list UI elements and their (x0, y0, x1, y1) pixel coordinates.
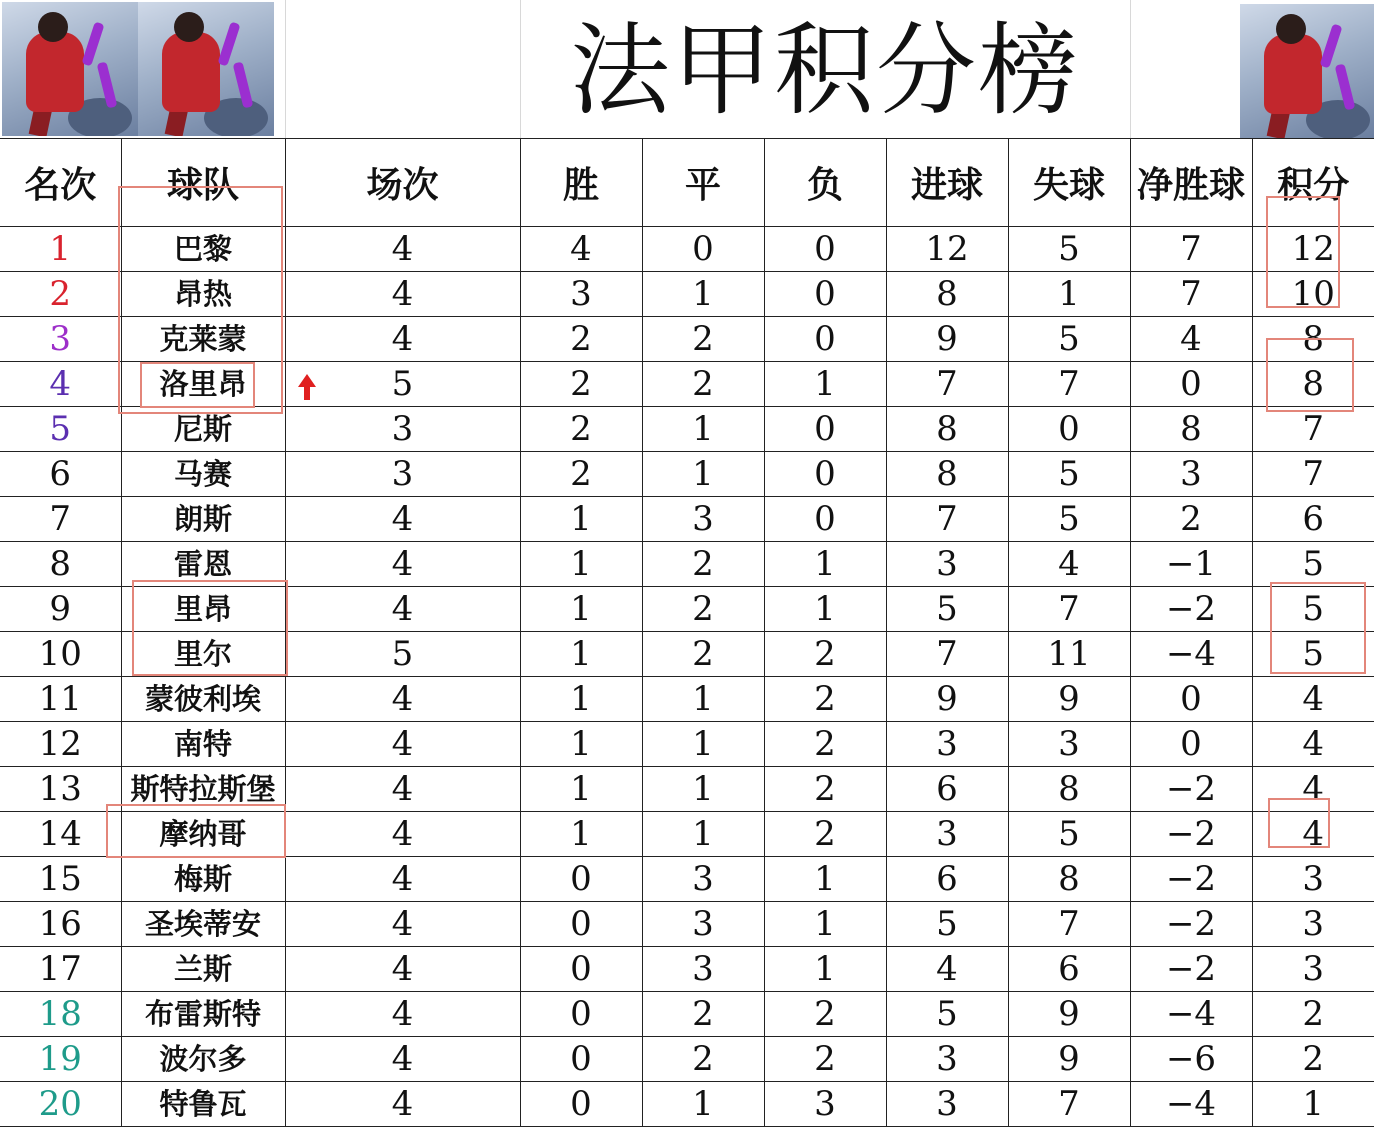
grid-divider (285, 0, 286, 138)
won-cell: 0 (520, 902, 642, 947)
goals-against-cell: 11 (1008, 632, 1130, 677)
title-band (0, 0, 1374, 138)
lost-cell: 1 (764, 587, 886, 632)
team-name: 朗斯 (121, 497, 285, 542)
won-cell: 1 (520, 632, 642, 677)
played-cell: 4 (285, 542, 520, 587)
goals-against-cell: 8 (1008, 767, 1130, 812)
drawn-cell: 1 (642, 677, 764, 722)
team-name: 蒙彼利埃 (121, 677, 285, 722)
drawn-cell: 2 (642, 1037, 764, 1082)
goal-difference-cell: −6 (1130, 1037, 1252, 1082)
rank-cell: 9 (0, 587, 121, 632)
goals-for-cell: 8 (886, 452, 1008, 497)
goals-for-cell: 9 (886, 317, 1008, 362)
team-name: 波尔多 (121, 1037, 285, 1082)
goals-for-cell: 5 (886, 902, 1008, 947)
points-cell: 5 (1252, 542, 1374, 587)
drawn-cell: 2 (642, 632, 764, 677)
rank-cell: 19 (0, 1037, 121, 1082)
goal-difference-cell: 0 (1130, 362, 1252, 407)
lost-cell: 2 (764, 722, 886, 767)
won-cell: 0 (520, 1082, 642, 1127)
played-cell: 5 (285, 362, 520, 407)
team-name: 斯特拉斯堡 (121, 767, 285, 812)
lost-cell: 2 (764, 767, 886, 812)
points-cell: 4 (1252, 812, 1374, 857)
rank-cell: 13 (0, 767, 121, 812)
points-cell: 6 (1252, 497, 1374, 542)
player-illustration (2, 2, 138, 136)
points-cell: 2 (1252, 1037, 1374, 1082)
table-row (0, 452, 1374, 497)
won-cell: 0 (520, 947, 642, 992)
goals-for-cell: 8 (886, 272, 1008, 317)
won-cell: 0 (520, 857, 642, 902)
up-arrow-icon (298, 374, 316, 400)
goal-difference-cell: 8 (1130, 407, 1252, 452)
team-name: 布雷斯特 (121, 992, 285, 1037)
table-row (0, 587, 1374, 632)
won-cell: 2 (520, 452, 642, 497)
points-cell: 5 (1252, 587, 1374, 632)
won-cell: 4 (520, 227, 642, 272)
goals-against-cell: 7 (1008, 362, 1130, 407)
team-name: 昂热 (121, 272, 285, 317)
table-row (0, 677, 1374, 722)
rank-cell: 10 (0, 632, 121, 677)
drawn-cell: 2 (642, 542, 764, 587)
points-cell: 7 (1252, 452, 1374, 497)
goal-difference-cell: 2 (1130, 497, 1252, 542)
lost-cell: 1 (764, 857, 886, 902)
played-cell: 4 (285, 812, 520, 857)
table-row (0, 1037, 1374, 1082)
drawn-cell: 1 (642, 767, 764, 812)
standings-body (0, 227, 1374, 1127)
rank-cell: 12 (0, 722, 121, 767)
table-row (0, 722, 1374, 767)
lost-cell: 0 (764, 407, 886, 452)
rank-cell: 20 (0, 1082, 121, 1127)
team-name: 兰斯 (121, 947, 285, 992)
header-points: 积分 (1252, 139, 1374, 227)
played-cell: 4 (285, 1037, 520, 1082)
header-team: 球队 (121, 139, 285, 227)
goals-for-cell: 6 (886, 857, 1008, 902)
points-cell: 3 (1252, 902, 1374, 947)
lost-cell: 0 (764, 272, 886, 317)
drawn-cell: 3 (642, 902, 764, 947)
goals-against-cell: 5 (1008, 452, 1130, 497)
goals-against-cell: 7 (1008, 902, 1130, 947)
goals-for-cell: 12 (886, 227, 1008, 272)
played-cell: 4 (285, 677, 520, 722)
page-title: 法甲积分榜 (570, 12, 1080, 129)
lost-cell: 1 (764, 902, 886, 947)
goals-against-cell: 5 (1008, 317, 1130, 362)
rank-cell: 1 (0, 227, 121, 272)
goal-difference-cell: −4 (1130, 632, 1252, 677)
goals-against-cell: 0 (1008, 407, 1130, 452)
header-row (0, 139, 1374, 227)
drawn-cell: 1 (642, 1082, 764, 1127)
points-cell: 3 (1252, 947, 1374, 992)
table-row (0, 857, 1374, 902)
played-cell: 4 (285, 587, 520, 632)
played-cell: 4 (285, 227, 520, 272)
drawn-cell: 1 (642, 407, 764, 452)
won-cell: 1 (520, 812, 642, 857)
goals-for-cell: 9 (886, 677, 1008, 722)
team-name: 克莱蒙 (121, 317, 285, 362)
rank-cell: 5 (0, 407, 121, 452)
goal-difference-cell: 7 (1130, 272, 1252, 317)
goals-against-cell: 7 (1008, 1082, 1130, 1127)
lost-cell: 2 (764, 632, 886, 677)
won-cell: 1 (520, 542, 642, 587)
header-won: 胜 (520, 139, 642, 227)
drawn-cell: 2 (642, 992, 764, 1037)
goal-difference-cell: 3 (1130, 452, 1252, 497)
header-goal-difference: 净胜球 (1130, 139, 1252, 227)
goals-against-cell: 1 (1008, 272, 1130, 317)
team-name: 南特 (121, 722, 285, 767)
player-illustration (1240, 4, 1374, 138)
rank-cell: 3 (0, 317, 121, 362)
points-cell: 10 (1252, 272, 1374, 317)
played-cell: 4 (285, 992, 520, 1037)
header-drawn: 平 (642, 139, 764, 227)
table-row (0, 902, 1374, 947)
player-illustration (138, 2, 274, 136)
points-cell: 1 (1252, 1082, 1374, 1127)
table-row (0, 1082, 1374, 1127)
drawn-cell: 1 (642, 812, 764, 857)
points-cell: 8 (1252, 362, 1374, 407)
team-name: 洛里昂 (121, 362, 285, 407)
team-name: 特鲁瓦 (121, 1082, 285, 1127)
lost-cell: 0 (764, 452, 886, 497)
header-played: 场次 (285, 139, 520, 227)
played-cell: 5 (285, 632, 520, 677)
table-row (0, 272, 1374, 317)
goals-for-cell: 7 (886, 362, 1008, 407)
table-row (0, 227, 1374, 272)
goal-difference-cell: 4 (1130, 317, 1252, 362)
points-cell: 7 (1252, 407, 1374, 452)
team-name: 圣埃蒂安 (121, 902, 285, 947)
lost-cell: 0 (764, 317, 886, 362)
won-cell: 2 (520, 317, 642, 362)
won-cell: 1 (520, 497, 642, 542)
goals-against-cell: 6 (1008, 947, 1130, 992)
rank-cell: 2 (0, 272, 121, 317)
rank-cell: 15 (0, 857, 121, 902)
won-cell: 0 (520, 992, 642, 1037)
table-row (0, 992, 1374, 1037)
won-cell: 3 (520, 272, 642, 317)
lost-cell: 1 (764, 362, 886, 407)
won-cell: 2 (520, 362, 642, 407)
goals-against-cell: 8 (1008, 857, 1130, 902)
goals-against-cell: 9 (1008, 992, 1130, 1037)
played-cell: 4 (285, 317, 520, 362)
points-cell: 12 (1252, 227, 1374, 272)
goals-for-cell: 7 (886, 632, 1008, 677)
goals-for-cell: 4 (886, 947, 1008, 992)
header-lost: 负 (764, 139, 886, 227)
goal-difference-cell: −4 (1130, 1082, 1252, 1127)
goals-for-cell: 3 (886, 1037, 1008, 1082)
played-cell: 4 (285, 722, 520, 767)
goals-against-cell: 4 (1008, 542, 1130, 587)
won-cell: 1 (520, 677, 642, 722)
goals-for-cell: 3 (886, 1082, 1008, 1127)
lost-cell: 3 (764, 1082, 886, 1127)
played-cell: 3 (285, 452, 520, 497)
goal-difference-cell: −2 (1130, 902, 1252, 947)
goal-difference-cell: −2 (1130, 587, 1252, 632)
rank-cell: 18 (0, 992, 121, 1037)
goals-against-cell: 3 (1008, 722, 1130, 767)
played-cell: 3 (285, 407, 520, 452)
rank-cell: 16 (0, 902, 121, 947)
played-cell: 4 (285, 767, 520, 812)
header-goals-for: 进球 (886, 139, 1008, 227)
table-row (0, 947, 1374, 992)
won-cell: 1 (520, 722, 642, 767)
team-name: 摩纳哥 (121, 812, 285, 857)
rank-cell: 6 (0, 452, 121, 497)
points-cell: 5 (1252, 632, 1374, 677)
played-cell: 4 (285, 272, 520, 317)
table-row (0, 317, 1374, 362)
played-cell: 4 (285, 857, 520, 902)
points-cell: 4 (1252, 677, 1374, 722)
played-cell: 4 (285, 947, 520, 992)
won-cell: 1 (520, 587, 642, 632)
points-cell: 8 (1252, 317, 1374, 362)
table-row (0, 497, 1374, 542)
lost-cell: 0 (764, 227, 886, 272)
played-cell: 4 (285, 902, 520, 947)
lost-cell: 1 (764, 542, 886, 587)
won-cell: 0 (520, 1037, 642, 1082)
table-row (0, 362, 1374, 407)
lost-cell: 2 (764, 812, 886, 857)
rank-cell: 8 (0, 542, 121, 587)
team-name: 里尔 (121, 632, 285, 677)
drawn-cell: 3 (642, 947, 764, 992)
drawn-cell: 3 (642, 857, 764, 902)
lost-cell: 1 (764, 947, 886, 992)
points-cell: 3 (1252, 857, 1374, 902)
goals-against-cell: 7 (1008, 587, 1130, 632)
drawn-cell: 3 (642, 497, 764, 542)
drawn-cell: 1 (642, 452, 764, 497)
points-cell: 4 (1252, 722, 1374, 767)
goals-against-cell: 5 (1008, 812, 1130, 857)
goal-difference-cell: −1 (1130, 542, 1252, 587)
goal-difference-cell: 7 (1130, 227, 1252, 272)
rank-cell: 11 (0, 677, 121, 722)
played-cell: 4 (285, 497, 520, 542)
drawn-cell: 1 (642, 272, 764, 317)
lost-cell: 0 (764, 497, 886, 542)
header-goals-against: 失球 (1008, 139, 1130, 227)
rank-cell: 4 (0, 362, 121, 407)
rank-cell: 7 (0, 497, 121, 542)
goals-for-cell: 5 (886, 587, 1008, 632)
team-name: 雷恩 (121, 542, 285, 587)
grid-divider (1130, 0, 1131, 138)
goals-for-cell: 5 (886, 992, 1008, 1037)
drawn-cell: 2 (642, 362, 764, 407)
rank-cell: 17 (0, 947, 121, 992)
lost-cell: 2 (764, 677, 886, 722)
goal-difference-cell: −2 (1130, 812, 1252, 857)
points-cell: 4 (1252, 767, 1374, 812)
goal-difference-cell: −4 (1130, 992, 1252, 1037)
goals-against-cell: 5 (1008, 497, 1130, 542)
header-rank: 名次 (0, 139, 121, 227)
goal-difference-cell: −2 (1130, 857, 1252, 902)
won-cell: 2 (520, 407, 642, 452)
goals-for-cell: 6 (886, 767, 1008, 812)
goals-for-cell: 3 (886, 812, 1008, 857)
drawn-cell: 1 (642, 722, 764, 767)
goal-difference-cell: −2 (1130, 767, 1252, 812)
goals-for-cell: 8 (886, 407, 1008, 452)
drawn-cell: 2 (642, 317, 764, 362)
won-cell: 1 (520, 767, 642, 812)
lost-cell: 2 (764, 1037, 886, 1082)
goals-against-cell: 5 (1008, 227, 1130, 272)
lost-cell: 2 (764, 992, 886, 1037)
played-cell: 4 (285, 1082, 520, 1127)
goals-for-cell: 3 (886, 722, 1008, 767)
table-row (0, 812, 1374, 857)
goals-for-cell: 7 (886, 497, 1008, 542)
table-row (0, 407, 1374, 452)
points-cell: 2 (1252, 992, 1374, 1037)
team-name: 梅斯 (121, 857, 285, 902)
goals-against-cell: 9 (1008, 1037, 1130, 1082)
table-row (0, 632, 1374, 677)
goals-for-cell: 3 (886, 542, 1008, 587)
team-name: 马赛 (121, 452, 285, 497)
rank-cell: 14 (0, 812, 121, 857)
team-name: 里昂 (121, 587, 285, 632)
standings-table (0, 138, 1374, 1127)
table-row (0, 767, 1374, 812)
goal-difference-cell: −2 (1130, 947, 1252, 992)
goal-difference-cell: 0 (1130, 677, 1252, 722)
team-name: 巴黎 (121, 227, 285, 272)
drawn-cell: 2 (642, 587, 764, 632)
team-name: 尼斯 (121, 407, 285, 452)
drawn-cell: 0 (642, 227, 764, 272)
goal-difference-cell: 0 (1130, 722, 1252, 767)
goals-against-cell: 9 (1008, 677, 1130, 722)
table-row (0, 542, 1374, 587)
